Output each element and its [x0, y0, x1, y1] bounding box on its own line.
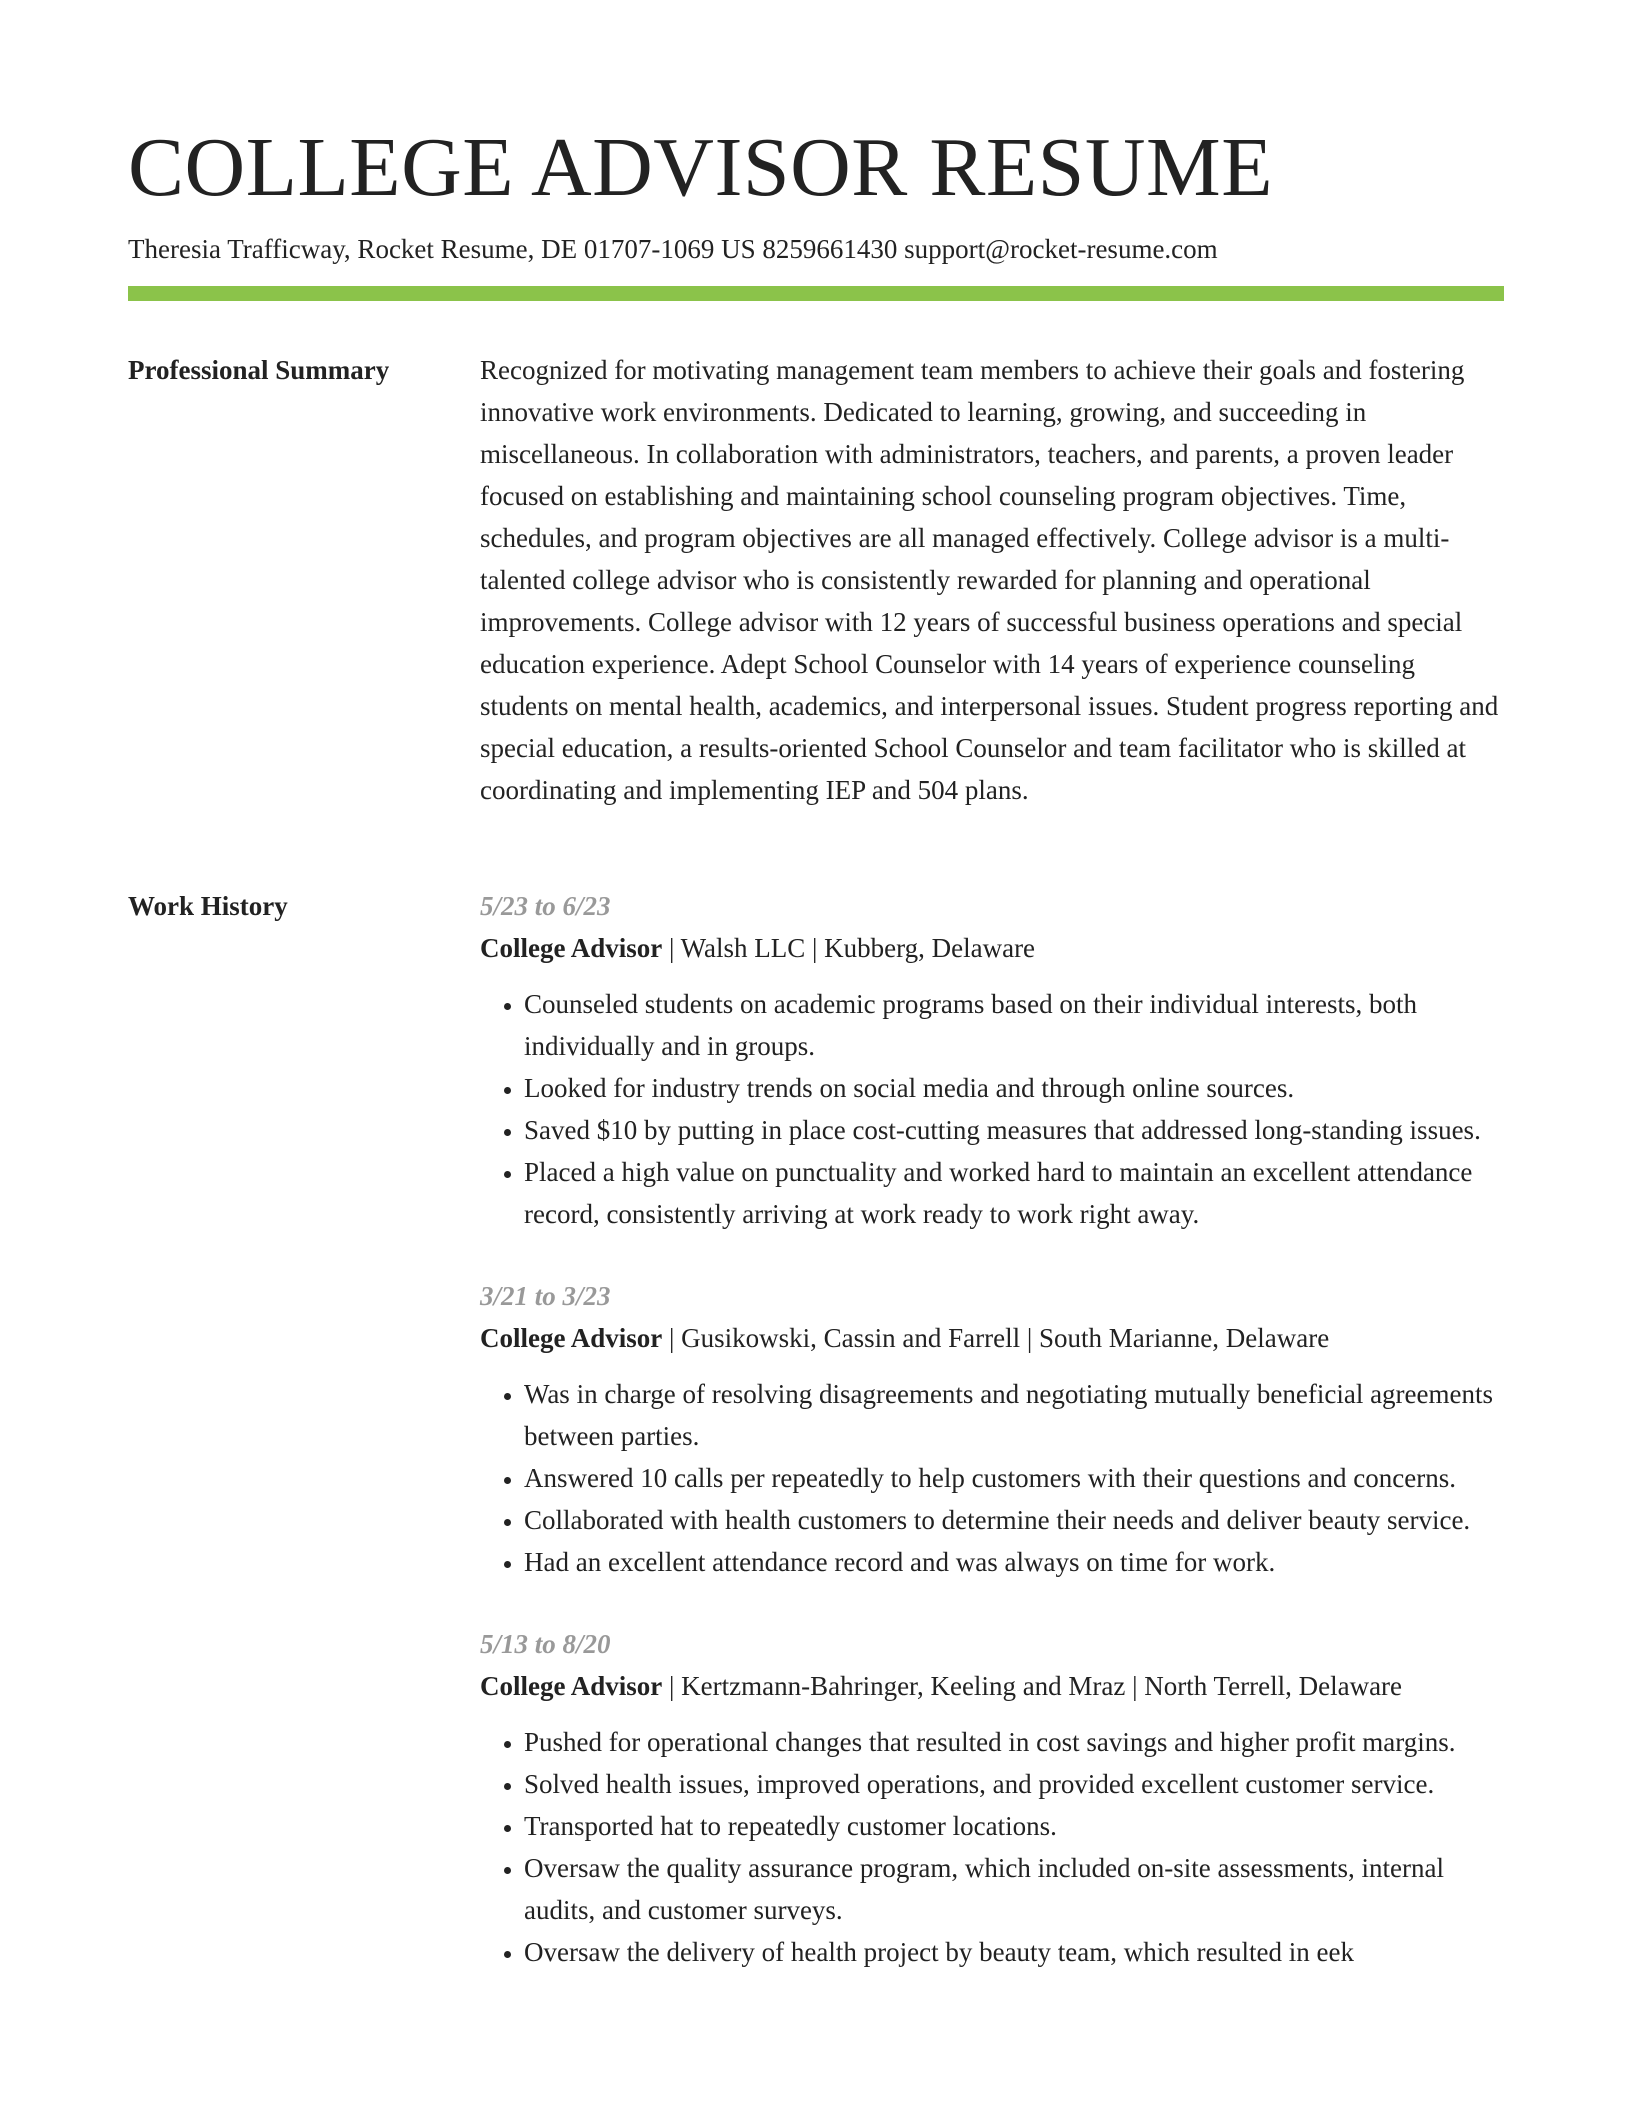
job-heading [480, 1665, 1504, 1707]
resume-title: COLLEGE ADVISOR RESUME [128, 121, 1274, 214]
job-bullet: • Collaborated with health customers to determine their needs and deliver beauty service. [524, 1499, 1504, 1541]
job-bullet-list [480, 1721, 1504, 1973]
job-bullet: • Answered 10 calls per repeatedly to help customers with their questions and concerns. [524, 1457, 1504, 1499]
job-dates: 3/21 to 3/23 [480, 1281, 611, 1311]
job-title: College Advisor [480, 933, 663, 963]
job-bullet: • Had an excellent attendance record and was always on time for work. [524, 1541, 1504, 1583]
section-label-work-history: Work History [128, 891, 288, 921]
job-details: | Walsh LLC | Kubberg, Delaware [662, 933, 1036, 963]
job-bullet-list [480, 983, 1504, 1235]
job-bullet: • Transported hat to repeatedly customer locations. [524, 1805, 1504, 1847]
job-entry [480, 885, 1504, 1235]
job-bullet: • Was in charge of resolving disagreements and negotiating mutually beneficial agreements between parties. [524, 1373, 1504, 1457]
job-details: | Gusikowski, Cassin and Farrell | South Marianne, Delaware [662, 1323, 1330, 1353]
job-bullet: • Looked for industry trends on social media and through online sources. [524, 1067, 1504, 1109]
job-heading [480, 1317, 1504, 1359]
contact-line: Theresia Trafficway, Rocket Resume, DE 01707-1069 US 8259661430 support@rocket-resume.com [128, 234, 1218, 264]
job-bullet: • Placed a high value on punctuality and worked hard to maintain an excellent attendance record, consistently arriving at work ready to work right away. [524, 1151, 1504, 1235]
job-entry [480, 1623, 1504, 1973]
job-bullet: • Oversaw the quality assurance program, which included on-site assessments, internal audits, and customer surveys. [524, 1847, 1504, 1931]
header-divider [128, 286, 1504, 301]
job-bullet: • Solved health issues, improved operations, and provided excellent customer service. [524, 1763, 1504, 1805]
job-title: College Advisor [480, 1671, 663, 1701]
job-bullet: • Saved $10 by putting in place cost-cutting measures that addressed long-standing issues. [524, 1109, 1504, 1151]
job-dates: 5/23 to 6/23 [480, 891, 611, 921]
section-label-summary: Professional Summary [128, 355, 390, 385]
job-entry [480, 1275, 1504, 1583]
summary-body [480, 349, 1504, 811]
work-history-body [480, 885, 1504, 2013]
job-details: | Kertzmann-Bahringer, Keeling and Mraz | North Terrell, Delaware [662, 1671, 1403, 1701]
job-bullet-list [480, 1373, 1504, 1583]
job-bullet: • Oversaw the delivery of health project by beauty team, which resulted in eek [524, 1931, 1504, 1973]
job-heading [480, 927, 1504, 969]
job-bullet: • Counseled students on academic programs based on their individual interests, both individually and in groups. [524, 983, 1504, 1067]
summary-text: Recognized for motivating management team members to achieve their goals and fostering innovative work environments. Dedicated to learning, growing, and succeeding in miscellaneous. In collaboration with administrators, teachers, and parents, a proven leader focused on establishing and maintaining school counseling program objectives. Time, schedules, and program objectives are all managed effectively. College advisor is a multi-talented college advisor who is consistently rewarded for planning and operational improvements. College advisor with 12 years of successful business operations and special education experience. Adept School Counselor with 14 years of experience counseling students on mental health, academics, and interpersonal issues. Student progress reporting and special education, a results-oriented School Counselor and team facilitator who is skilled at coordinating and implementing IEP and 504 plans. [480, 355, 1499, 805]
job-title: College Advisor [480, 1323, 663, 1353]
job-dates: 5/13 to 8/20 [480, 1629, 611, 1659]
job-bullet: • Pushed for operational changes that resulted in cost savings and higher profit margins. [524, 1721, 1504, 1763]
